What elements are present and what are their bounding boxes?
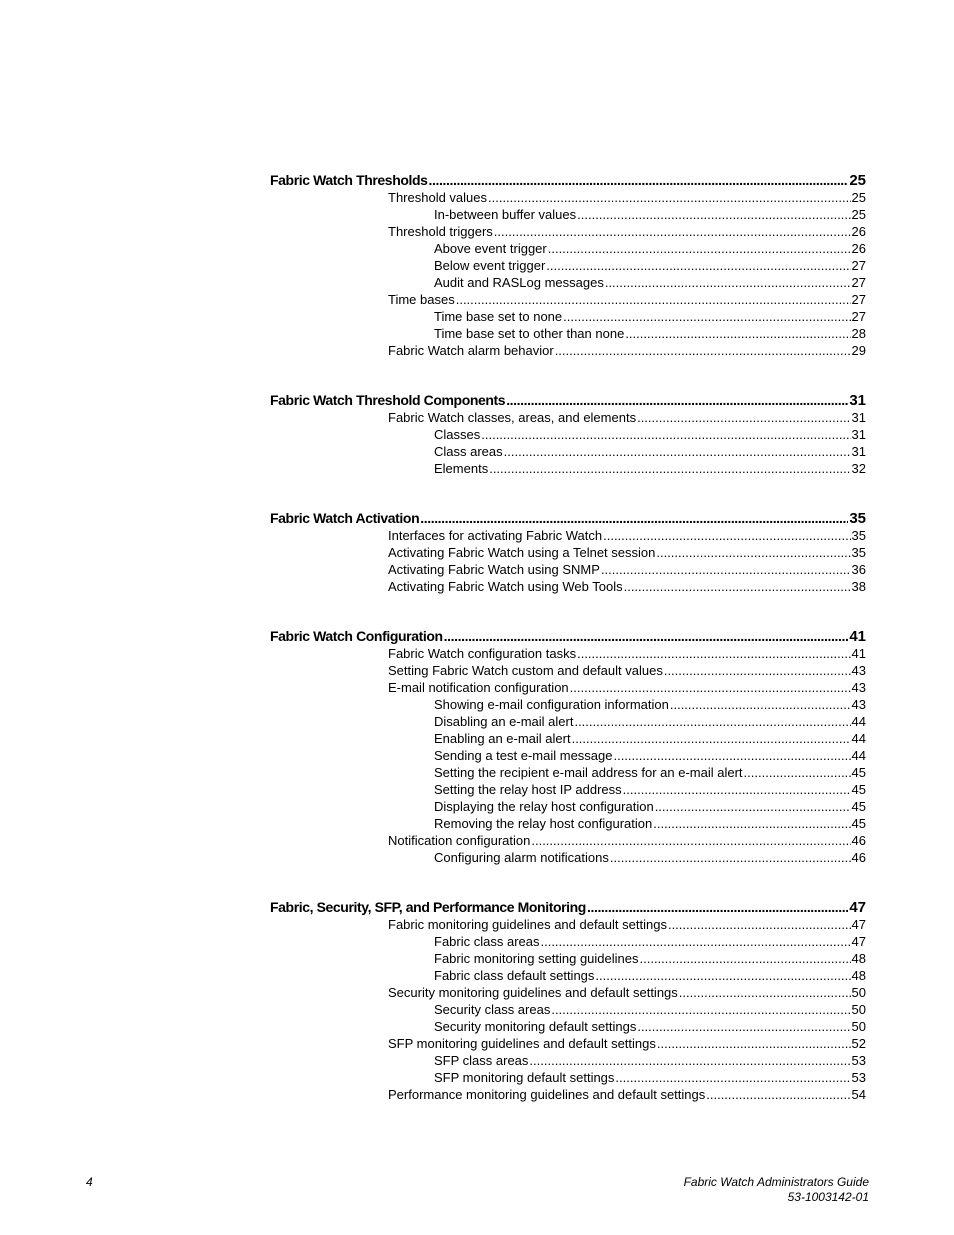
- toc-chapter: [270, 899, 866, 1104]
- toc-entry-title: Fabric Watch Activation: [270, 510, 420, 526]
- toc-entry[interactable]: [434, 1053, 866, 1070]
- dot-leader: [653, 816, 850, 831]
- toc-entry-page: 27: [851, 309, 866, 324]
- dot-leader: [572, 731, 851, 746]
- toc-entry[interactable]: [434, 309, 866, 326]
- toc-entry[interactable]: [434, 816, 866, 833]
- toc-entry[interactable]: [388, 343, 866, 360]
- toc-entry[interactable]: [434, 326, 866, 343]
- toc-entry[interactable]: [388, 224, 866, 241]
- toc-entry[interactable]: [434, 258, 866, 275]
- toc-entry-page: 35: [851, 545, 866, 560]
- toc-entry-page: 25: [851, 190, 866, 205]
- dot-leader: [637, 410, 850, 425]
- toc-entry-title: Fabric Watch Configuration: [270, 628, 443, 644]
- toc-chapter-heading[interactable]: [270, 392, 866, 410]
- toc-entry[interactable]: [434, 1070, 866, 1087]
- toc-entry-title: Fabric monitoring setting guidelines: [434, 951, 639, 966]
- toc-entry[interactable]: [434, 207, 866, 224]
- toc-entry[interactable]: [434, 275, 866, 292]
- toc-entry-title: Performance monitoring guidelines and default settings: [388, 1087, 706, 1102]
- toc-entry[interactable]: [434, 934, 866, 951]
- toc-entry-page: 27: [851, 292, 866, 307]
- dot-leader: [489, 461, 850, 476]
- dot-leader: [570, 680, 851, 695]
- dot-leader: [546, 258, 850, 273]
- dot-leader: [548, 241, 851, 256]
- toc-entry-title: Fabric, Security, SFP, and Performance Monitoring: [270, 899, 586, 915]
- toc-entry-title: Audit and RASLog messages: [434, 275, 604, 290]
- dot-leader: [615, 1070, 850, 1085]
- toc-entry-page: 43: [851, 680, 866, 695]
- toc-entry-page: 41: [851, 646, 866, 661]
- toc-entry-title: Displaying the relay host configuration: [434, 799, 654, 814]
- dot-leader: [504, 444, 851, 459]
- dot-leader: [595, 968, 850, 983]
- toc-entry-page: 45: [851, 816, 866, 831]
- toc-entry-page: 44: [851, 714, 866, 729]
- toc-entry-title: Security class areas: [434, 1002, 551, 1017]
- toc-entry[interactable]: [434, 731, 866, 748]
- toc-entry-page: 48: [851, 968, 866, 983]
- toc-entry-title: Interfaces for activating Fabric Watch: [388, 528, 603, 543]
- toc-entry-page: 29: [851, 343, 866, 358]
- dot-leader: [494, 224, 851, 239]
- toc-entry-page: 27: [851, 275, 866, 290]
- dot-leader: [655, 799, 851, 814]
- toc-entry-page: 26: [851, 241, 866, 256]
- table-of-contents: [270, 172, 866, 1136]
- toc-entry-title: Time bases: [388, 292, 455, 307]
- toc-entry-title: Activating Fabric Watch using Web Tools: [388, 579, 623, 594]
- toc-entry[interactable]: [434, 714, 866, 731]
- dot-leader: [551, 1002, 850, 1017]
- toc-entry-title: Fabric class areas: [434, 934, 540, 949]
- toc-chapter: [270, 172, 866, 360]
- toc-entry[interactable]: [388, 545, 866, 562]
- toc-entry-page: 31: [849, 392, 866, 409]
- toc-entry[interactable]: [388, 528, 866, 545]
- toc-entry-page: 38: [851, 579, 866, 594]
- toc-entry-title: Setting the recipient e-mail address for an e-mail alert: [434, 765, 743, 780]
- toc-entry-page: 52: [851, 1036, 866, 1051]
- dot-leader: [601, 562, 851, 577]
- dot-leader: [456, 292, 851, 307]
- toc-entry-title: Setting the relay host IP address: [434, 782, 622, 797]
- dot-leader: [744, 765, 851, 780]
- toc-entry-page: 31: [851, 444, 866, 459]
- toc-entry[interactable]: [434, 765, 866, 782]
- dot-leader: [540, 934, 850, 949]
- toc-entry[interactable]: [434, 697, 866, 714]
- toc-entry[interactable]: [434, 241, 866, 258]
- toc-entry-page: 43: [851, 697, 866, 712]
- toc-entry-page: 31: [851, 410, 866, 425]
- toc-entry[interactable]: [388, 292, 866, 309]
- toc-entry[interactable]: [434, 782, 866, 799]
- toc-entry-page: 46: [851, 850, 866, 865]
- toc-entry[interactable]: [388, 985, 866, 1002]
- toc-entry-page: 44: [851, 748, 866, 763]
- toc-entry[interactable]: [388, 1036, 866, 1053]
- toc-entry-page: 53: [851, 1070, 866, 1085]
- toc-entry-title: Fabric Watch alarm behavior: [388, 343, 554, 358]
- toc-entry[interactable]: [434, 799, 866, 816]
- dot-leader: [555, 343, 851, 358]
- toc-chapter-heading[interactable]: [270, 510, 866, 528]
- toc-chapter: [270, 392, 866, 478]
- toc-entry[interactable]: [434, 748, 866, 765]
- toc-entry-page: 35: [849, 510, 866, 527]
- toc-chapter: [270, 510, 866, 596]
- dot-leader: [610, 850, 851, 865]
- toc-entry-title: Fabric class default settings: [434, 968, 595, 983]
- toc-entry-page: 45: [851, 765, 866, 780]
- dot-leader: [625, 326, 850, 341]
- dot-leader: [637, 1019, 850, 1034]
- toc-chapter: [270, 628, 866, 867]
- toc-entry-title: Threshold values: [388, 190, 487, 205]
- toc-entry-page: 36: [851, 562, 866, 577]
- toc-entry-title: Activating Fabric Watch using a Telnet session: [388, 545, 656, 560]
- toc-entry[interactable]: [434, 427, 866, 444]
- toc-entry-page: 35: [851, 528, 866, 543]
- toc-entry[interactable]: [388, 833, 866, 850]
- toc-chapter-heading[interactable]: [270, 172, 866, 190]
- dot-leader: [603, 528, 850, 543]
- toc-entry-title: Enabling an e-mail alert: [434, 731, 571, 746]
- dot-leader: [420, 510, 848, 526]
- toc-entry[interactable]: [434, 444, 866, 461]
- dot-leader: [640, 951, 851, 966]
- footer-doc-number: 53-1003142-01: [787, 1190, 869, 1204]
- dot-leader: [657, 1036, 851, 1051]
- toc-entry-title: Fabric Watch Threshold Components: [270, 392, 506, 408]
- toc-entry[interactable]: [388, 1087, 866, 1104]
- toc-entry-page: 45: [851, 782, 866, 797]
- toc-entry-title: Sending a test e-mail message: [434, 748, 613, 763]
- toc-entry-title: Disabling an e-mail alert: [434, 714, 574, 729]
- toc-entry[interactable]: [434, 1019, 866, 1036]
- dot-leader: [488, 190, 851, 205]
- toc-entry-title: Fabric Watch classes, areas, and elements: [388, 410, 637, 425]
- dot-leader: [587, 899, 848, 915]
- toc-entry-page: 31: [851, 427, 866, 442]
- toc-entry-page: 27: [851, 258, 866, 273]
- toc-entry-page: 50: [851, 985, 866, 1000]
- toc-entry[interactable]: [388, 579, 866, 596]
- dot-leader: [624, 579, 851, 594]
- toc-entry-title: Security monitoring guidelines and default settings: [388, 985, 678, 1000]
- toc-entry-title: Time base set to other than none: [434, 326, 625, 341]
- toc-entry[interactable]: [434, 1002, 866, 1019]
- dot-leader: [656, 545, 850, 560]
- dot-leader: [706, 1087, 850, 1102]
- toc-entry-title: Elements: [434, 461, 489, 476]
- dot-leader: [429, 172, 849, 188]
- footer-doc-info: [684, 1175, 869, 1205]
- toc-entry-page: 50: [851, 1019, 866, 1034]
- dot-leader: [506, 392, 848, 408]
- toc-entry-page: 25: [849, 172, 866, 189]
- toc-entry-title: Fabric Watch Thresholds: [270, 172, 428, 188]
- dot-leader: [563, 309, 850, 324]
- toc-entry-page: 32: [851, 461, 866, 476]
- toc-entry-title: E-mail notification configuration: [388, 680, 569, 695]
- toc-entry[interactable]: [434, 951, 866, 968]
- toc-entry-title: Class areas: [434, 444, 503, 459]
- toc-entry-title: SFP monitoring default settings: [434, 1070, 615, 1085]
- toc-chapter-heading[interactable]: [270, 628, 866, 646]
- toc-entry-page: 47: [851, 917, 866, 932]
- toc-entry-title: In-between buffer values: [434, 207, 577, 222]
- dot-leader: [679, 985, 851, 1000]
- toc-entry[interactable]: [388, 917, 866, 934]
- dot-leader: [481, 427, 850, 442]
- toc-entry-page: 50: [851, 1002, 866, 1017]
- toc-entry-page: 47: [849, 899, 866, 916]
- toc-entry[interactable]: [388, 663, 866, 680]
- toc-entry-page: 44: [851, 731, 866, 746]
- toc-entry-title: Fabric monitoring guidelines and default settings: [388, 917, 667, 932]
- toc-entry-page: 26: [851, 224, 866, 239]
- toc-entry-page: 47: [851, 934, 866, 949]
- dot-leader: [668, 917, 851, 932]
- toc-entry[interactable]: [388, 680, 866, 697]
- toc-entry-title: Removing the relay host configuration: [434, 816, 653, 831]
- toc-chapter-heading[interactable]: [270, 899, 866, 917]
- footer-doc-title: Fabric Watch Administrators Guide: [683, 1175, 869, 1189]
- toc-entry[interactable]: [388, 410, 866, 427]
- toc-entry-page: 53: [851, 1053, 866, 1068]
- toc-entry-title: SFP class areas: [434, 1053, 529, 1068]
- toc-entry-title: Showing e-mail configuration information: [434, 697, 669, 712]
- dot-leader: [623, 782, 851, 797]
- toc-entry[interactable]: [388, 190, 866, 207]
- toc-entry-title: Security monitoring default settings: [434, 1019, 637, 1034]
- dot-leader: [531, 833, 850, 848]
- toc-entry-title: Classes: [434, 427, 481, 442]
- dot-leader: [529, 1053, 850, 1068]
- dot-leader: [577, 646, 850, 661]
- toc-entry-page: 46: [851, 833, 866, 848]
- toc-entry[interactable]: [388, 646, 866, 663]
- toc-entry-page: 45: [851, 799, 866, 814]
- toc-entry-title: Above event trigger: [434, 241, 547, 256]
- toc-entry-title: Time base set to none: [434, 309, 563, 324]
- footer-page-number: 4: [86, 1175, 93, 1189]
- toc-entry-page: 25: [851, 207, 866, 222]
- dot-leader: [577, 207, 850, 222]
- toc-entry-title: Notification configuration: [388, 833, 531, 848]
- dot-leader: [574, 714, 850, 729]
- toc-entry-title: Setting Fabric Watch custom and default values: [388, 663, 663, 678]
- toc-entry[interactable]: [388, 562, 866, 579]
- toc-entry-title: Activating Fabric Watch using SNMP: [388, 562, 600, 577]
- toc-entry-title: Below event trigger: [434, 258, 546, 273]
- toc-entry-page: 43: [851, 663, 866, 678]
- dot-leader: [605, 275, 851, 290]
- dot-leader: [613, 748, 850, 763]
- toc-entry[interactable]: [434, 461, 866, 478]
- toc-entry-title: Fabric Watch configuration tasks: [388, 646, 577, 661]
- toc-entry-title: SFP monitoring guidelines and default settings: [388, 1036, 656, 1051]
- toc-entry-page: 41: [849, 628, 866, 645]
- toc-entry-title: Threshold triggers: [388, 224, 493, 239]
- dot-leader: [670, 697, 851, 712]
- toc-entry-title: Configuring alarm notifications: [434, 850, 609, 865]
- toc-entry-page: 28: [851, 326, 866, 341]
- toc-entry-page: 54: [851, 1087, 866, 1102]
- toc-entry-page: 48: [851, 951, 866, 966]
- toc-entry[interactable]: [434, 850, 866, 867]
- dot-leader: [664, 663, 851, 678]
- toc-entry[interactable]: [434, 968, 866, 985]
- dot-leader: [444, 628, 849, 644]
